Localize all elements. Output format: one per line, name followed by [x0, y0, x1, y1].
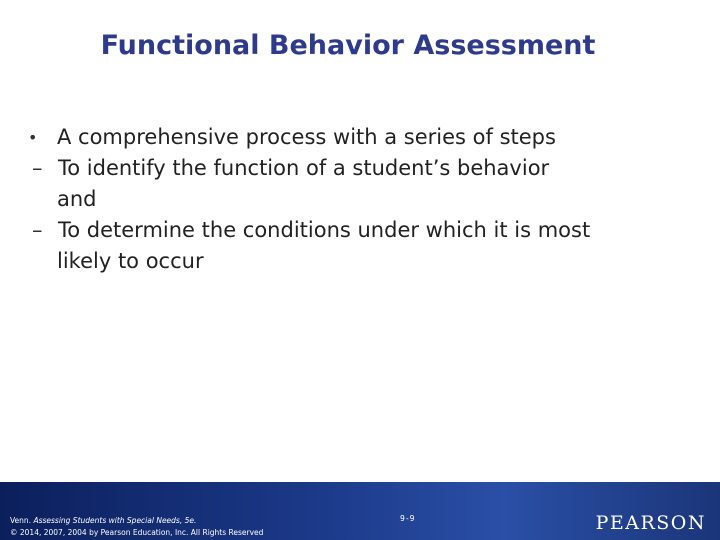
copyright-text: © 2014, 2007, 2004 by Pearson Education, Inc. All Rights Reserved — [10, 528, 264, 537]
subpoint-determine-conditions — [0, 215, 677, 246]
subpoint-continuation: likely to occur — [57, 249, 204, 273]
slide-title: Functional Behavior Assessment — [100, 30, 596, 61]
citation-book-title: Assessing Students with Special Needs, 5e. — [33, 516, 197, 525]
dash-marker: – — [32, 218, 43, 242]
citation-author: Venn. — [10, 516, 32, 525]
bullet-point — [0, 122, 667, 153]
dash-marker: – — [32, 156, 43, 180]
footer-bar — [0, 482, 720, 540]
subpoint-continuation: and — [57, 187, 97, 211]
subpoint-text: To identify the function of a student’s behavior — [58, 156, 550, 180]
subpoint-identify-function — [0, 153, 677, 184]
subpoint-text: To determine the conditions under which it is most — [58, 218, 591, 242]
footer-citation — [10, 515, 263, 539]
bullet-text: A comprehensive process with a series of steps — [57, 125, 556, 149]
pearson-logo: PEARSON — [595, 512, 706, 534]
bullet-marker: • — [28, 128, 38, 147]
citation-line — [10, 515, 263, 527]
slide-content — [0, 122, 720, 277]
page-number: 9-9 — [400, 514, 415, 523]
